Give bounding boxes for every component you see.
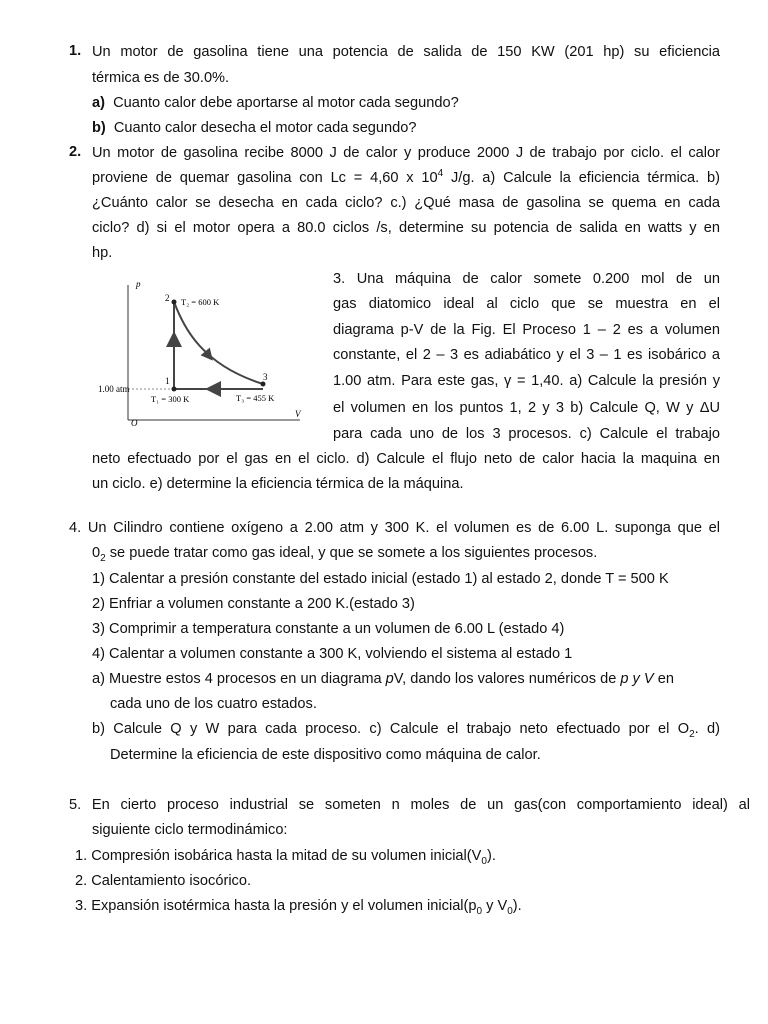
- problem-5-line-2: siguiente ciclo termodinámico:: [92, 822, 288, 838]
- a1c: en: [653, 671, 674, 687]
- problem-2-number: 2.: [69, 144, 82, 160]
- o2-a: 0: [92, 545, 101, 561]
- problem-1-number: 1.: [69, 43, 82, 59]
- p-axis-label: p: [136, 279, 141, 289]
- problem-5-line-1: 5. En cierto proceso industrial se someten n moles de un gas(con comportamiento ideal) al: [69, 797, 750, 813]
- s3mid: y V: [482, 898, 508, 914]
- problem-4-step-3: 3) Comprimir a temperatura constante a un volumen de 6.00 L (estado 4): [92, 621, 565, 637]
- problem-3-line-8: neto efectuado por el gas en el ciclo. d) Calcule el flujo neto de calor hacia la maquina en: [92, 451, 720, 467]
- problem-4-line-2b: se puede tratar como gas ideal, y que se somete a los siguientes procesos.: [105, 545, 598, 561]
- problem-5-step-2: 2. Calentamiento isocórico.: [75, 873, 252, 889]
- problem-3-line-4: constante, el 2 – 3 es adiabático y el 3 – 1 es isobárico a: [333, 347, 720, 363]
- t3-label: T₃ = 455 K: [236, 393, 275, 403]
- problem-3-line-7: para cada uno de los 3 procesos. c) Calcule el trabajo: [333, 426, 720, 442]
- problem-3-line-5: 1.00 atm. Para este gas, γ = 1,40. a) Calcule la presión y: [333, 373, 720, 389]
- problem-4-item-b-line-1: [92, 720, 720, 738]
- problem-4-item-b-line-2: Determine la eficiencia de este dispositivo como máquina de calor.: [110, 747, 541, 763]
- problem-4-step-1: 1) Calentar a presión constante del estado inicial (estado 1) al estado 2, donde T = 500 K: [92, 571, 669, 587]
- atm-label: 1.00 atm: [98, 384, 130, 394]
- problem-4-line-1: 4. Un Cilindro contiene oxígeno a 2.00 atm y 300 K. el volumen es de 6.00 L. suponga que el: [69, 520, 720, 536]
- problem-2-line-2b: J/g. a) Calcule la eficiencia térmica. b): [443, 170, 720, 186]
- problem-4-line-2: [92, 544, 597, 562]
- t1-label: T₁ = 300 K: [151, 394, 190, 404]
- problem-3-line-2: gas diatomico ideal al ciclo que se muestra en el: [333, 296, 720, 312]
- a1a: a) Muestre estos 4 procesos en un diagrama: [92, 671, 386, 687]
- problem-4-step-4: 4) Calentar a volumen constante a 300 K, volviendo el sistema al estado 1: [92, 646, 573, 662]
- problem-4-item-a-line-1: [92, 670, 674, 688]
- point-3: [261, 382, 266, 387]
- item-b-label: b): [92, 120, 106, 136]
- item-a-text: Cuanto calor debe aportarse al motor cada segundo?: [113, 95, 459, 111]
- problem-3-line-1: 3. Una máquina de calor somete 0.200 mol de un: [333, 271, 720, 287]
- point-2: [172, 300, 177, 305]
- o2-sub: 2: [100, 552, 106, 564]
- point-1-label: 1: [165, 376, 170, 386]
- t2-label: T₂ = 600 K: [181, 297, 220, 307]
- b1sub: 2: [689, 728, 695, 740]
- a1b: V, dando los valores numéricos de: [393, 671, 621, 687]
- arrow-2-3: [204, 350, 209, 356]
- s3sub1: 0: [476, 905, 483, 917]
- problem-3-line-9: un ciclo. e) determine la eficiencia térmica de la máquina.: [92, 476, 464, 492]
- problem-1-item-b: [92, 119, 417, 137]
- process-2-3: [174, 302, 263, 384]
- origin-label: O: [131, 418, 138, 428]
- problem-2-line-2: [92, 169, 720, 187]
- s3a: 3. Expansión isotérmica hasta la presión y el volumen inicial(p: [75, 898, 477, 914]
- item-a-label: a): [92, 95, 105, 111]
- v-axis-label: V: [295, 409, 301, 419]
- problem-5-step-3: [75, 897, 522, 915]
- s3sub2: 0: [507, 905, 513, 917]
- point-2-label: 2: [165, 293, 170, 303]
- problem-3-line-6: el volumen en los puntos 1, 2 y 3 b) Calcule Q, W y ΔU: [333, 400, 720, 416]
- point-3-label: 3: [263, 372, 268, 382]
- s1sub: 0: [481, 855, 487, 867]
- problem-5-step-1: [75, 847, 496, 865]
- problem-2-line-3: ¿Cuánto calor se desecha en cada ciclo? c.) ¿Qué masa de gasolina se quema en cada: [92, 195, 720, 211]
- problem-1-item-a: [92, 94, 459, 112]
- s3b: ).: [512, 898, 522, 914]
- b1b: . d): [694, 721, 721, 737]
- problem-3-line-3: diagrama p-V de la Fig. El Proceso 1 – 2 es a volumen: [333, 322, 720, 338]
- a1p: p: [385, 671, 394, 687]
- a1pyv: p y V: [620, 671, 654, 687]
- problem-2-line-1: Un motor de gasolina recibe 8000 J de calor y produce 2000 J de trabajo por ciclo. el calor: [92, 145, 720, 161]
- s1a: 1. Compresión isobárica hasta la mitad de su volumen inicial(V: [75, 848, 482, 864]
- problem-4-step-2: 2) Enfriar a volumen constante a 200 K.(estado 3): [92, 596, 415, 612]
- problem-2-line-5: hp.: [92, 245, 113, 261]
- b1a: b) Calcule Q y W para cada proceso. c) Calcule el trabajo neto efectuado por el O: [92, 721, 690, 737]
- problem-2-line-2a: proviene de quemar gasolina con Lc = 4,60 x 10: [92, 170, 438, 186]
- problem-1-line-1: Un motor de gasolina tiene una potencia de salida de 150 KW (201 hp) su eficiencia: [92, 44, 720, 60]
- exponent: 4: [437, 168, 444, 180]
- pv-diagram: [95, 275, 325, 440]
- point-1: [172, 387, 177, 392]
- problem-2-line-4: ciclo? d) si el motor opera a 80.0 ciclos /s, determine su potencia de salida en watts y en: [92, 220, 720, 236]
- item-b-text: Cuanto calor desecha el motor cada segundo?: [113, 120, 417, 136]
- s1b: ).: [486, 848, 496, 864]
- problem-4-item-a-line-2: cada uno de los cuatro estados.: [110, 696, 317, 712]
- problem-1-line-2: térmica es de 30.0%.: [92, 70, 230, 86]
